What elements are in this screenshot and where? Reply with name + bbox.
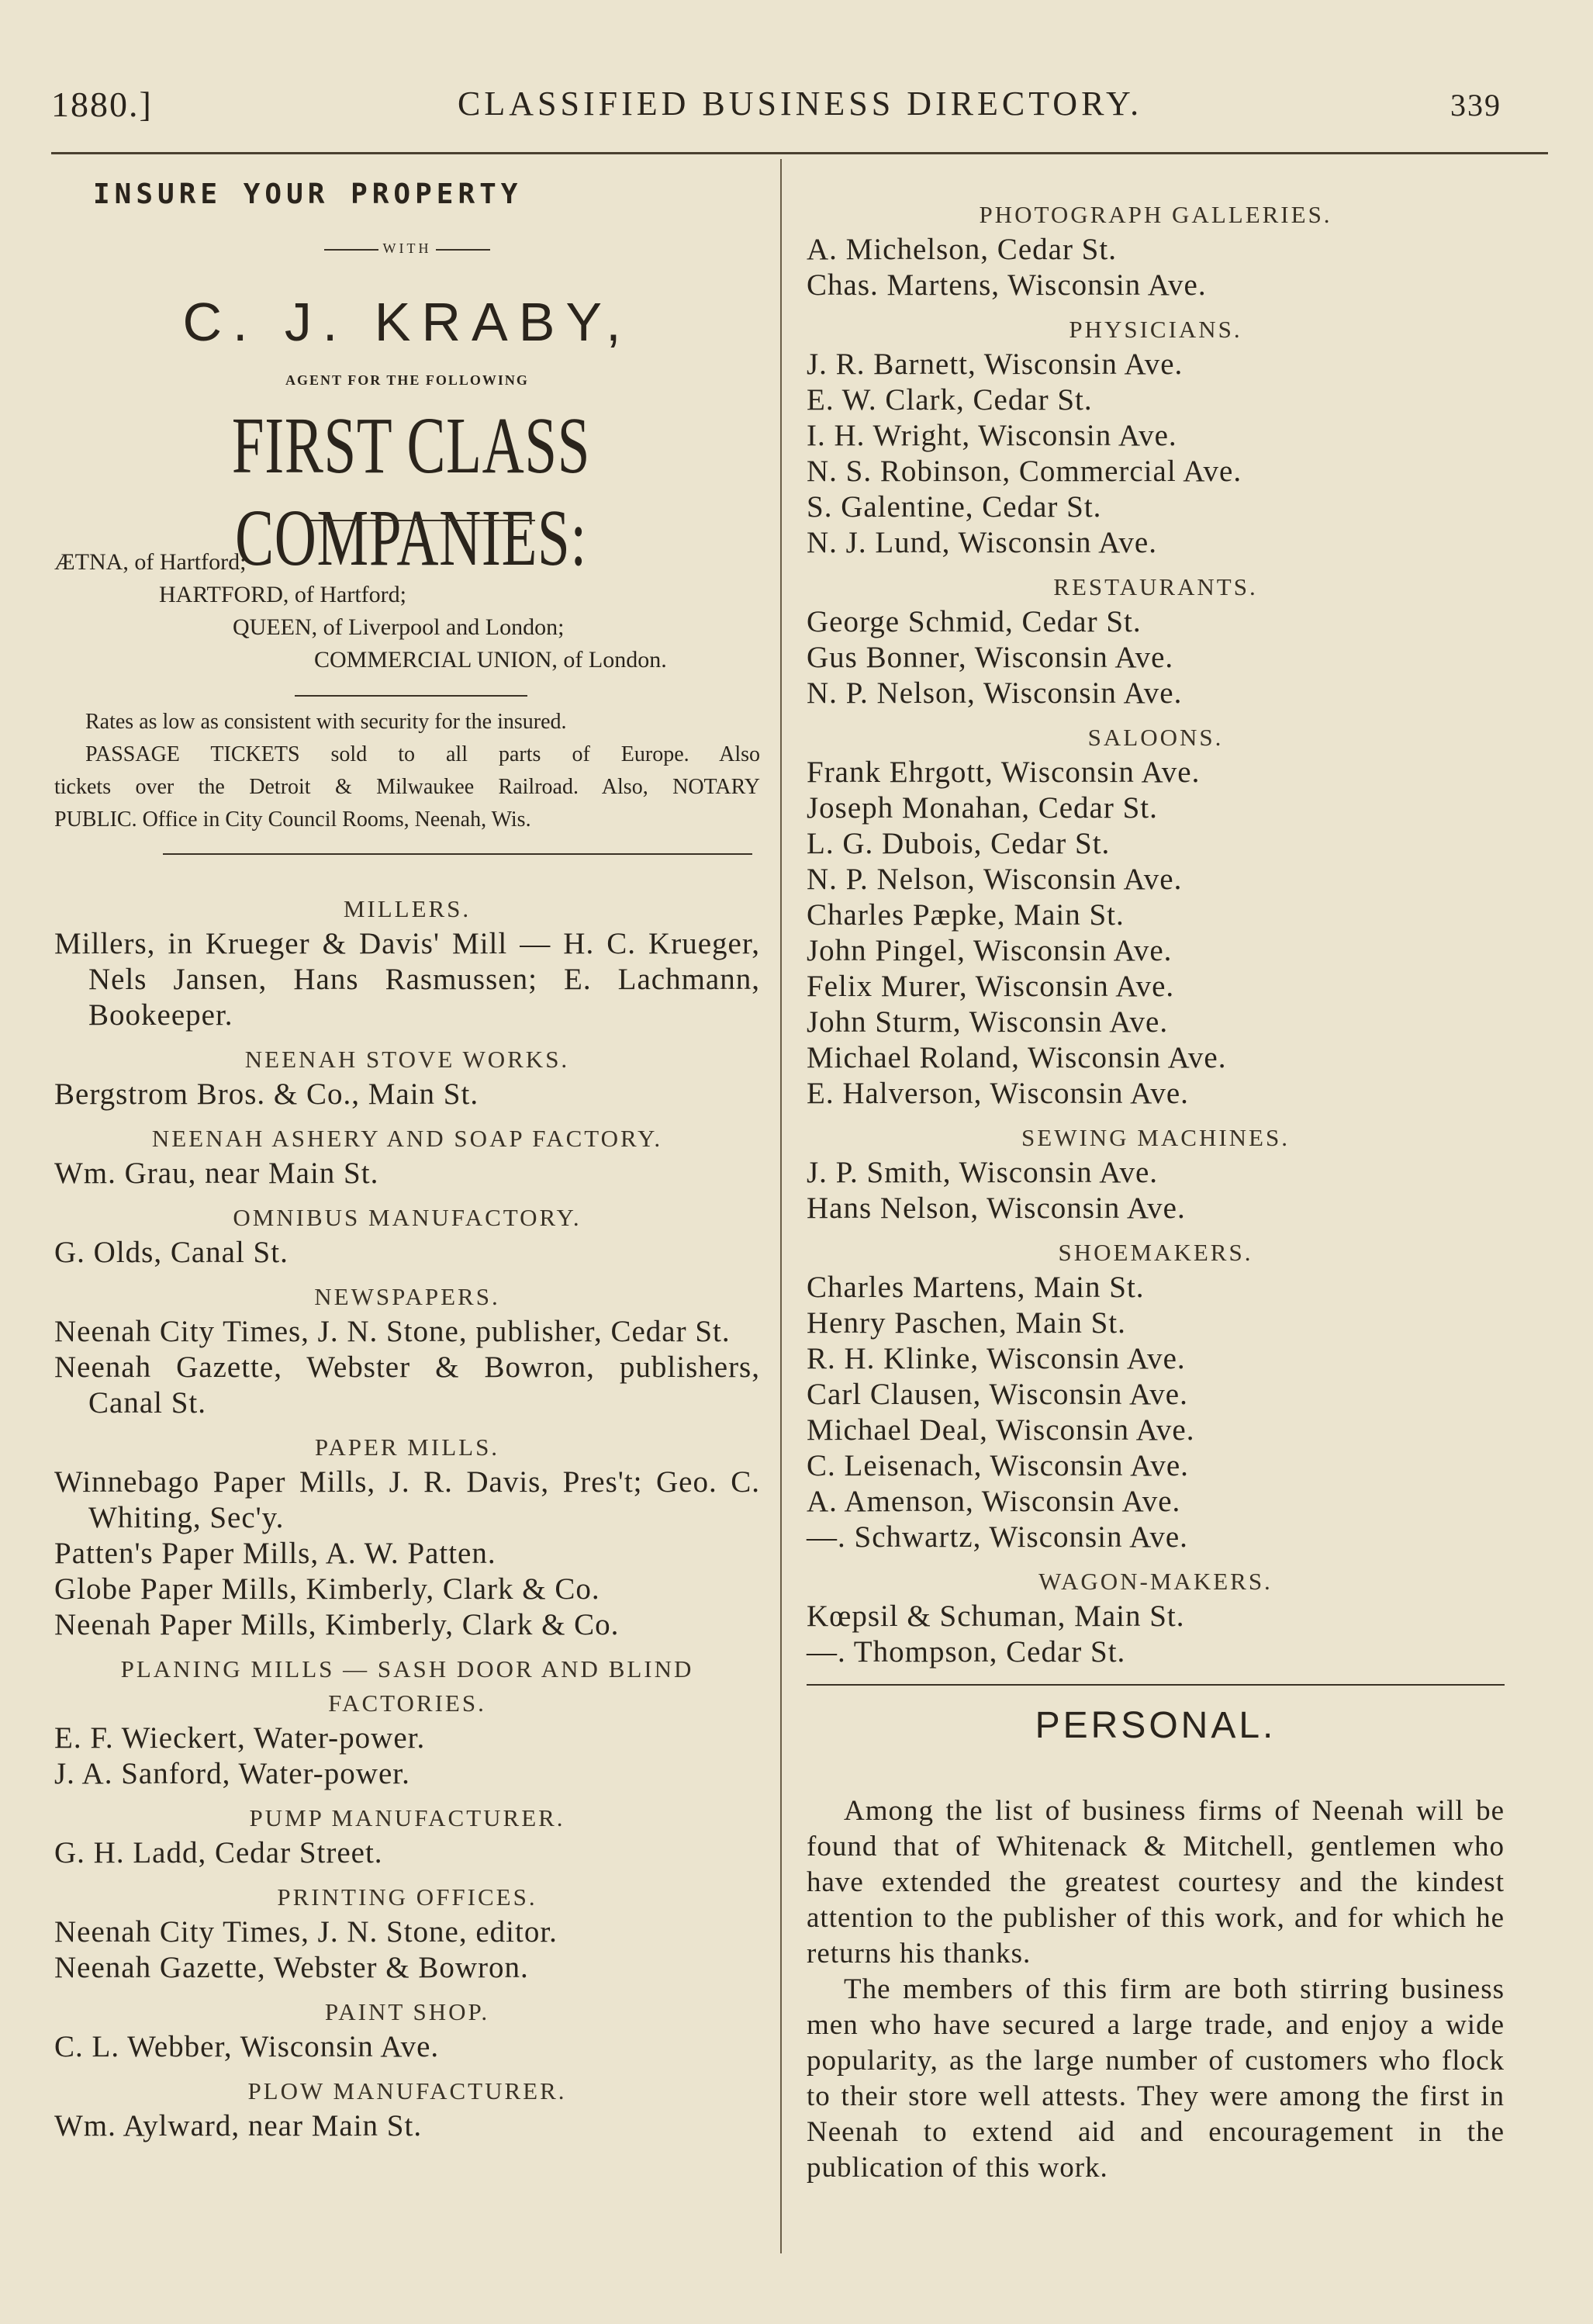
ad-text [54,706,760,836]
section-title: NEWSPAPERS. [314,1283,500,1310]
section-title: WAGON-MAKERS. [1038,1568,1273,1595]
directory-entry: Carl Clausen, Wisconsin Ave. [807,1378,1188,1411]
directory-entry: —. Schwartz, Wisconsin Ave. [807,1520,1188,1554]
directory-entry: John Pingel, Wisconsin Ave. [807,934,1173,967]
directory-entry: G. Olds, Canal St. [54,1236,289,1269]
section-title: NEENAH STOVE WORKS. [244,1046,570,1073]
ad-company: QUEEN, of Liverpool and London; [233,614,565,640]
section-title: OMNIBUS MANUFACTORY. [233,1204,582,1231]
directory-entry: Wm. Aylward, near Main St. [54,2109,423,2142]
directory-entry: Winnebago Paper Mills, J. R. Davis, Pres't; Geo. C. Whiting, Sec'y. [54,1465,760,1534]
directory-entry: George Schmid, Cedar St. [807,605,1142,638]
directory-entry: Kœpsil & Schuman, Main St. [807,1599,1185,1633]
section-title: PHOTOGRAPH GALLERIES. [979,201,1332,228]
directory-section [54,1122,760,1191]
page-number: 339 [1450,88,1501,123]
directory-entry: Michael Roland, Wisconsin Ave. [807,1041,1227,1074]
directory-entry: J. R. Barnett, Wisconsin Ave. [807,348,1184,381]
directory-entry: N. S. Robinson, Commercial Ave. [807,455,1242,488]
directory-entry: E. Halverson, Wisconsin Ave. [807,1077,1189,1110]
ad-companies-heading: FIRST CLASS COMPANIES: [231,401,591,583]
directory-entry: Gus Bonner, Wisconsin Ave. [807,641,1174,674]
directory-entry: Felix Murer, Wisconsin Ave. [807,970,1175,1003]
section-title: RESTAURANTS. [1053,573,1258,600]
ad-agent-line: AGENT FOR THE FOLLOWING [285,372,529,388]
ad-with-text: WITH [382,240,432,256]
directory-section [54,1201,760,1271]
directory-entry: N. P. Nelson, Wisconsin Ave. [807,676,1183,710]
ad-with-rule-right [436,249,490,251]
right-directory-sections [807,198,1505,1670]
section-title: PHYSICIANS. [1069,316,1242,343]
directory-entry: Chas. Martens, Wisconsin Ave. [807,268,1207,302]
directory-section [54,1280,760,1421]
ad-company: COMMERCIAL UNION, of London. [314,647,667,673]
directory-entry: I. H. Wright, Wisconsin Ave. [807,419,1177,452]
directory-entry: Neenah Gazette, Webster & Bowron. [54,1951,529,1984]
directory-section [54,1043,760,1112]
section-title: PLOW MANUFACTURER. [247,2077,567,2104]
directory-section [54,2074,760,2144]
directory-entry: Neenah Paper Mills, Kimberly, Clark & Co. [54,1608,620,1641]
directory-entry: Joseph Monahan, Cedar St. [807,791,1158,825]
directory-section [807,1236,1505,1555]
directory-section [807,198,1505,303]
directory-entry: N. P. Nelson, Wisconsin Ave. [807,863,1183,896]
left-directory-sections [54,892,760,2144]
directory-entry: Hans Nelson, Wisconsin Ave. [807,1191,1186,1225]
header-title: CLASSIFIED BUSINESS DIRECTORY. [458,85,1143,123]
section-title: SALOONS. [1087,724,1224,751]
directory-entry: Millers, in Krueger & Davis' Mill — H. C. Krueger, Nels Jansen, Hans Rasmussen; E. Lachmann, Bookeeper. [54,927,760,1032]
directory-entry: Bergstrom Bros. & Co., Main St. [54,1077,479,1111]
directory-entry: Charles Pæpke, Main St. [807,898,1125,932]
right-column [807,198,1505,2186]
directory-section [54,892,760,1033]
page-header [0,0,1593,155]
directory-entry: N. J. Lund, Wisconsin Ave. [807,526,1157,559]
insurance-advertisement [54,178,760,892]
section-title: PAINT SHOP. [324,1998,490,2025]
directory-entry: S. Galentine, Cedar St. [807,490,1102,524]
ad-agent-name: C. J. KRABY, [182,292,632,352]
personal-rule [807,1684,1505,1686]
directory-entry: E. W. Clark, Cedar St. [807,383,1093,417]
directory-entry: R. H. Klinke, Wisconsin Ave. [807,1342,1186,1375]
directory-entry: Henry Paschen, Main St. [807,1306,1126,1340]
section-title: PLANING MILLS — SASH DOOR AND BLIND FACTORIES. [120,1655,694,1717]
section-title: SEWING MACHINES. [1021,1124,1290,1151]
directory-entry: John Sturm, Wisconsin Ave. [807,1005,1169,1039]
directory-entry: Neenah Gazette, Webster & Bowron, publishers, Canal St. [54,1350,760,1420]
header-rule [51,152,1548,154]
ad-text-line: PASSAGE TICKETS sold to all parts of Europe. Also [85,742,760,766]
header-year: 1880.] [51,85,153,124]
column-divider [780,159,782,2253]
directory-entry: Michael Deal, Wisconsin Ave. [807,1413,1195,1447]
ad-text-line: Rates as low as consistent with security for the insured. [85,710,567,734]
ad-text-line: PUBLIC. Office in City Council Rooms, Neenah, Wis. [54,808,531,832]
directory-entry: L. G. Dubois, Cedar St. [807,827,1111,860]
ad-company: ÆTNA, of Hartford; [54,549,247,575]
directory-entry: G. H. Ladd, Cedar Street. [54,1836,383,1869]
directory-section [54,1801,760,1871]
directory-section [54,1995,760,2065]
ad-rule [295,695,527,697]
directory-entry: —. Thompson, Cedar St. [807,1635,1126,1669]
ad-bottom-rule [163,853,752,855]
directory-entry: Neenah City Times, J. N. Stone, publisher, Cedar St. [54,1315,731,1348]
ad-companies-rule [310,520,535,521]
section-title: NEENAH ASHERY AND SOAP FACTORY. [151,1125,663,1152]
directory-entry: Neenah City Times, J. N. Stone, editor. [54,1915,558,1949]
ad-text-line: tickets over the Detroit & Milwaukee Railroad. Also, NOTARY [54,775,760,799]
ad-headline: INSURE YOUR PROPERTY [93,178,523,210]
ad-company: HARTFORD, of Hartford; [159,582,406,607]
directory-section [54,1652,760,1792]
directory-entry: E. F. Wieckert, Water-power. [54,1721,426,1755]
directory-entry: Patten's Paper Mills, A. W. Patten. [54,1537,496,1570]
directory-entry: Charles Martens, Main St. [807,1271,1145,1304]
personal-paragraph: Among the list of business firms of Neenah will be found that of Whitenack & Mitchell, gentlemen who have extended the greatest courtesy and the kindest attention to the publisher of this work, and for which he returns his thanks. [807,1795,1505,1970]
directory-entry: J. P. Smith, Wisconsin Ave. [807,1156,1159,1189]
personal-paragraph: The members of this firm are both stirring business men who have secured a large trade, and enjoy a wide popularity, as the large number of customers who flock to their store well attests. They were among the first in Neenah to extend aid and encouragement in the publication of this work. [807,1973,1505,2184]
ad-with [54,240,760,257]
section-title: MILLERS. [343,895,472,922]
directory-entry: A. Michelson, Cedar St. [807,233,1117,266]
directory-section [807,1121,1505,1226]
personal-title: PERSONAL. [1035,1705,1277,1746]
directory-entry: Wm. Grau, near Main St. [54,1157,379,1190]
section-title: PRINTING OFFICES. [277,1883,537,1911]
directory-section [807,721,1505,1112]
ad-with-rule-left [324,249,378,251]
directory-section [807,1565,1505,1670]
directory-entry: C. L. Webber, Wisconsin Ave. [54,2030,440,2063]
directory-entry: C. Leisenach, Wisconsin Ave. [807,1449,1189,1482]
directory-section [807,313,1505,561]
directory-entry: Globe Paper Mills, Kimberly, Clark & Co. [54,1572,600,1606]
directory-entry: Frank Ehrgott, Wisconsin Ave. [807,756,1201,789]
directory-entry: A. Amenson, Wisconsin Ave. [807,1485,1181,1518]
directory-section [54,1880,760,1986]
directory-entry: J. A. Sanford, Water-power. [54,1757,410,1790]
section-title: SHOEMAKERS. [1058,1239,1253,1266]
left-column [54,178,760,2153]
section-title: PAPER MILLS. [314,1433,500,1461]
directory-section [54,1430,760,1643]
directory-section [807,570,1505,711]
section-title: PUMP MANUFACTURER. [249,1804,565,1831]
